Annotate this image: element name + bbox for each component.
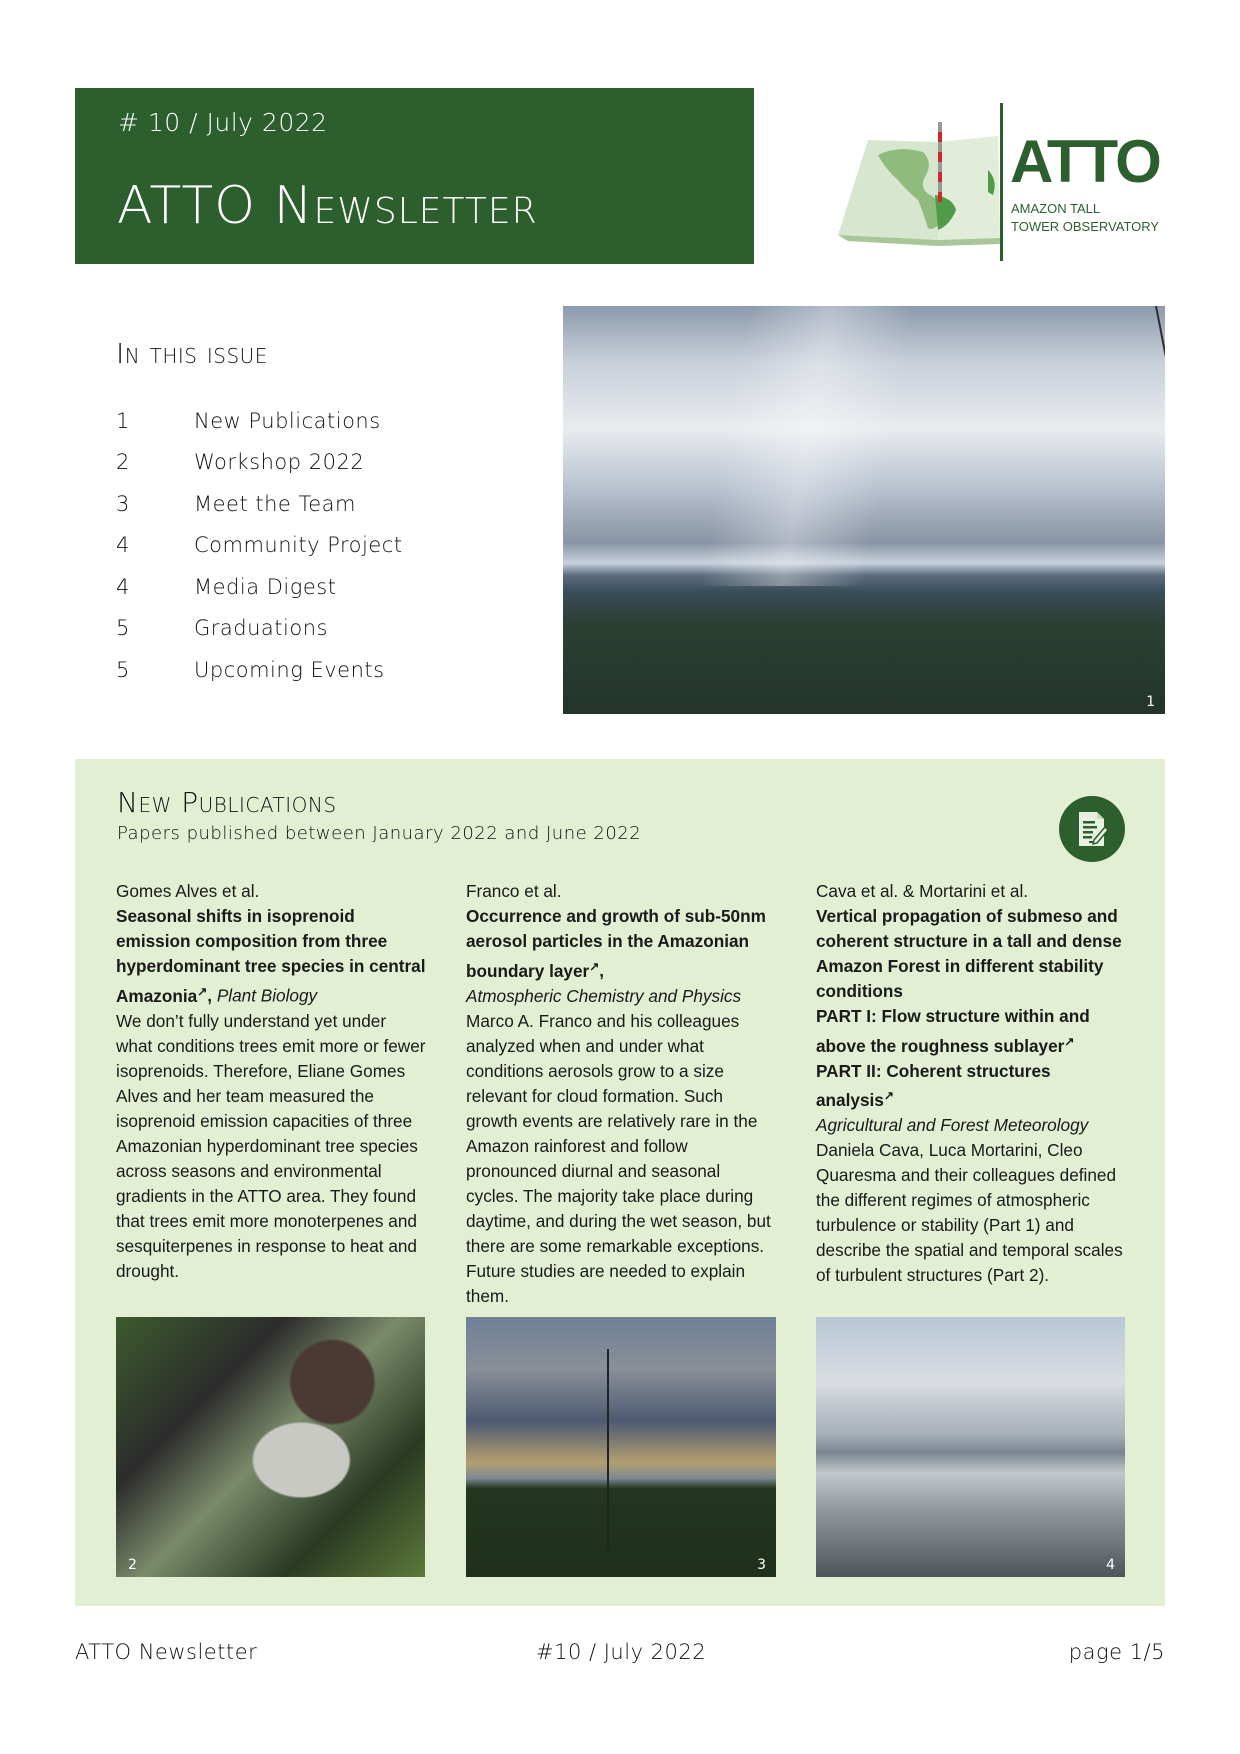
- issue-number: # 10 / July 2022: [118, 108, 328, 137]
- article-title-link[interactable]: Occurrence and growth of sub-50nm aerosol particles in the Amazonian boundary layer↗: [466, 906, 766, 981]
- tower-silhouette: [607, 1349, 609, 1549]
- toc-item[interactable]: [116, 566, 403, 608]
- footer-title: ATTO Newsletter: [75, 1640, 258, 1664]
- document-edit-icon: [1059, 796, 1125, 862]
- toc-label: Upcoming Events: [194, 657, 385, 682]
- newsletter-title: ATTO Newsletter: [117, 176, 538, 236]
- article-summary: We don’t fully understand yet under what conditions trees emit more or fewer isoprenoids. Therefore, Eliane Gomes Alves and her team measured the isoprenoid emission capacities of three Amazonian hyperdominant tree species across seasons and environmental gradients in the ATTO area. They found that trees emit more monoterpenes and sesquiterpenes in response to heat and drought.: [116, 1010, 426, 1281]
- external-link-icon: ↗: [197, 984, 208, 998]
- article-gomes-alves: [116, 879, 426, 1284]
- section-subtitle: Papers published between January 2022 and June 2022: [117, 823, 642, 844]
- article-authors: Franco et al.: [466, 881, 562, 901]
- table-of-contents: [116, 400, 403, 691]
- article-franco: [466, 879, 776, 1309]
- toc-item[interactable]: [116, 400, 403, 442]
- toc-page: 3: [116, 491, 130, 516]
- external-link-icon: ↗: [883, 1088, 894, 1103]
- article-journal: Atmospheric Chemistry and Physics: [466, 985, 742, 1006]
- photo-number: 2: [128, 1557, 137, 1573]
- map-icon: [838, 100, 1008, 265]
- atto-logo: [838, 100, 1168, 265]
- toc-heading: In this issue: [116, 337, 268, 370]
- toc-item[interactable]: [116, 442, 403, 484]
- article-title-link[interactable]: Seasonal shifts in isoprenoid emission composition from three hyperdominant tree species in central Amazonia↗: [116, 906, 426, 1006]
- article-cava-mortarini: [816, 879, 1126, 1288]
- toc-item[interactable]: [116, 649, 403, 691]
- footer-page-number: page 1/5: [1068, 1640, 1165, 1664]
- toc-page: 5: [116, 657, 130, 682]
- sun-rays: [683, 306, 963, 586]
- toc-label: New Publications: [194, 408, 381, 433]
- photo-number: 4: [1106, 1557, 1115, 1573]
- newsletter-header: [75, 88, 754, 264]
- article-summary: Daniela Cava, Luca Mortarini, Cleo Quaresma and their colleagues defined the different regimes of atmospheric turbulence or stability (Part 1) and describe the spatial and temporal scales of turbulent structures (Part 2).: [816, 1140, 1123, 1286]
- article-authors: Gomes Alves et al.: [116, 881, 260, 901]
- article-journal: Plant Biology: [216, 985, 318, 1006]
- toc-page: 4: [116, 533, 130, 558]
- photo-fog-forest: [816, 1317, 1125, 1577]
- toc-page: 1: [116, 408, 130, 433]
- toc-label: Community Project: [194, 533, 403, 558]
- article-journal: Agricultural and Forest Meteorology: [816, 1115, 1089, 1136]
- separator: ,: [207, 985, 217, 1006]
- photo-rainforest-sky: [563, 306, 1165, 714]
- article-part1-link[interactable]: PART I: Flow structure within and above the roughness sublayer↗: [816, 1006, 1090, 1056]
- logo-subtitle-line1: AMAZON TALL: [1011, 201, 1101, 216]
- toc-label: Media Digest: [194, 574, 337, 599]
- logo-wordmark: ATTO: [1010, 128, 1160, 195]
- logo-subtitle-line2: TOWER OBSERVATORY: [1011, 219, 1160, 234]
- section-title: New Publications: [117, 786, 337, 819]
- tower-cable: [1155, 306, 1165, 532]
- external-link-icon: ↗: [589, 959, 600, 973]
- article-part2-link[interactable]: PART II: Coherent structures analysis↗: [816, 1060, 1051, 1111]
- toc-label: Meet the Team: [194, 491, 357, 516]
- photo-number: 1: [1146, 694, 1155, 710]
- photo-researcher-canopy: [116, 1317, 425, 1577]
- external-link-icon: ↗: [1064, 1034, 1075, 1048]
- toc-item[interactable]: [116, 608, 403, 650]
- toc-label: Workshop 2022: [194, 450, 365, 475]
- toc-page: 2: [116, 450, 130, 475]
- logo-subtitle: [1011, 200, 1159, 236]
- footer-issue: #10 / July 2022: [536, 1640, 707, 1664]
- photo-atto-tower: [466, 1317, 776, 1577]
- toc-item[interactable]: [116, 525, 403, 567]
- separator: ,: [599, 960, 605, 981]
- toc-item[interactable]: [116, 483, 403, 525]
- toc-page: 5: [116, 616, 130, 641]
- article-title: Vertical propagation of submeso and coherent structure in a tall and dense Amazon Forest in different stability conditions: [816, 906, 1122, 1001]
- article-authors: Cava et al. & Mortarini et al.: [816, 881, 1029, 901]
- toc-page: 4: [116, 574, 130, 599]
- article-summary: Marco A. Franco and his colleagues analyzed when and under what conditions aerosols grow to a size relevant for cloud formation. Such growth events are relatively rare in the Amazon rainforest and follow pronounced diurnal and seasonal cycles. The majority take place during daytime, and during the wet season, but there are some remarkable exceptions. Future studies are needed to explain them.: [466, 1010, 771, 1306]
- toc-label: Graduations: [194, 616, 328, 641]
- photo-number: 3: [757, 1557, 766, 1573]
